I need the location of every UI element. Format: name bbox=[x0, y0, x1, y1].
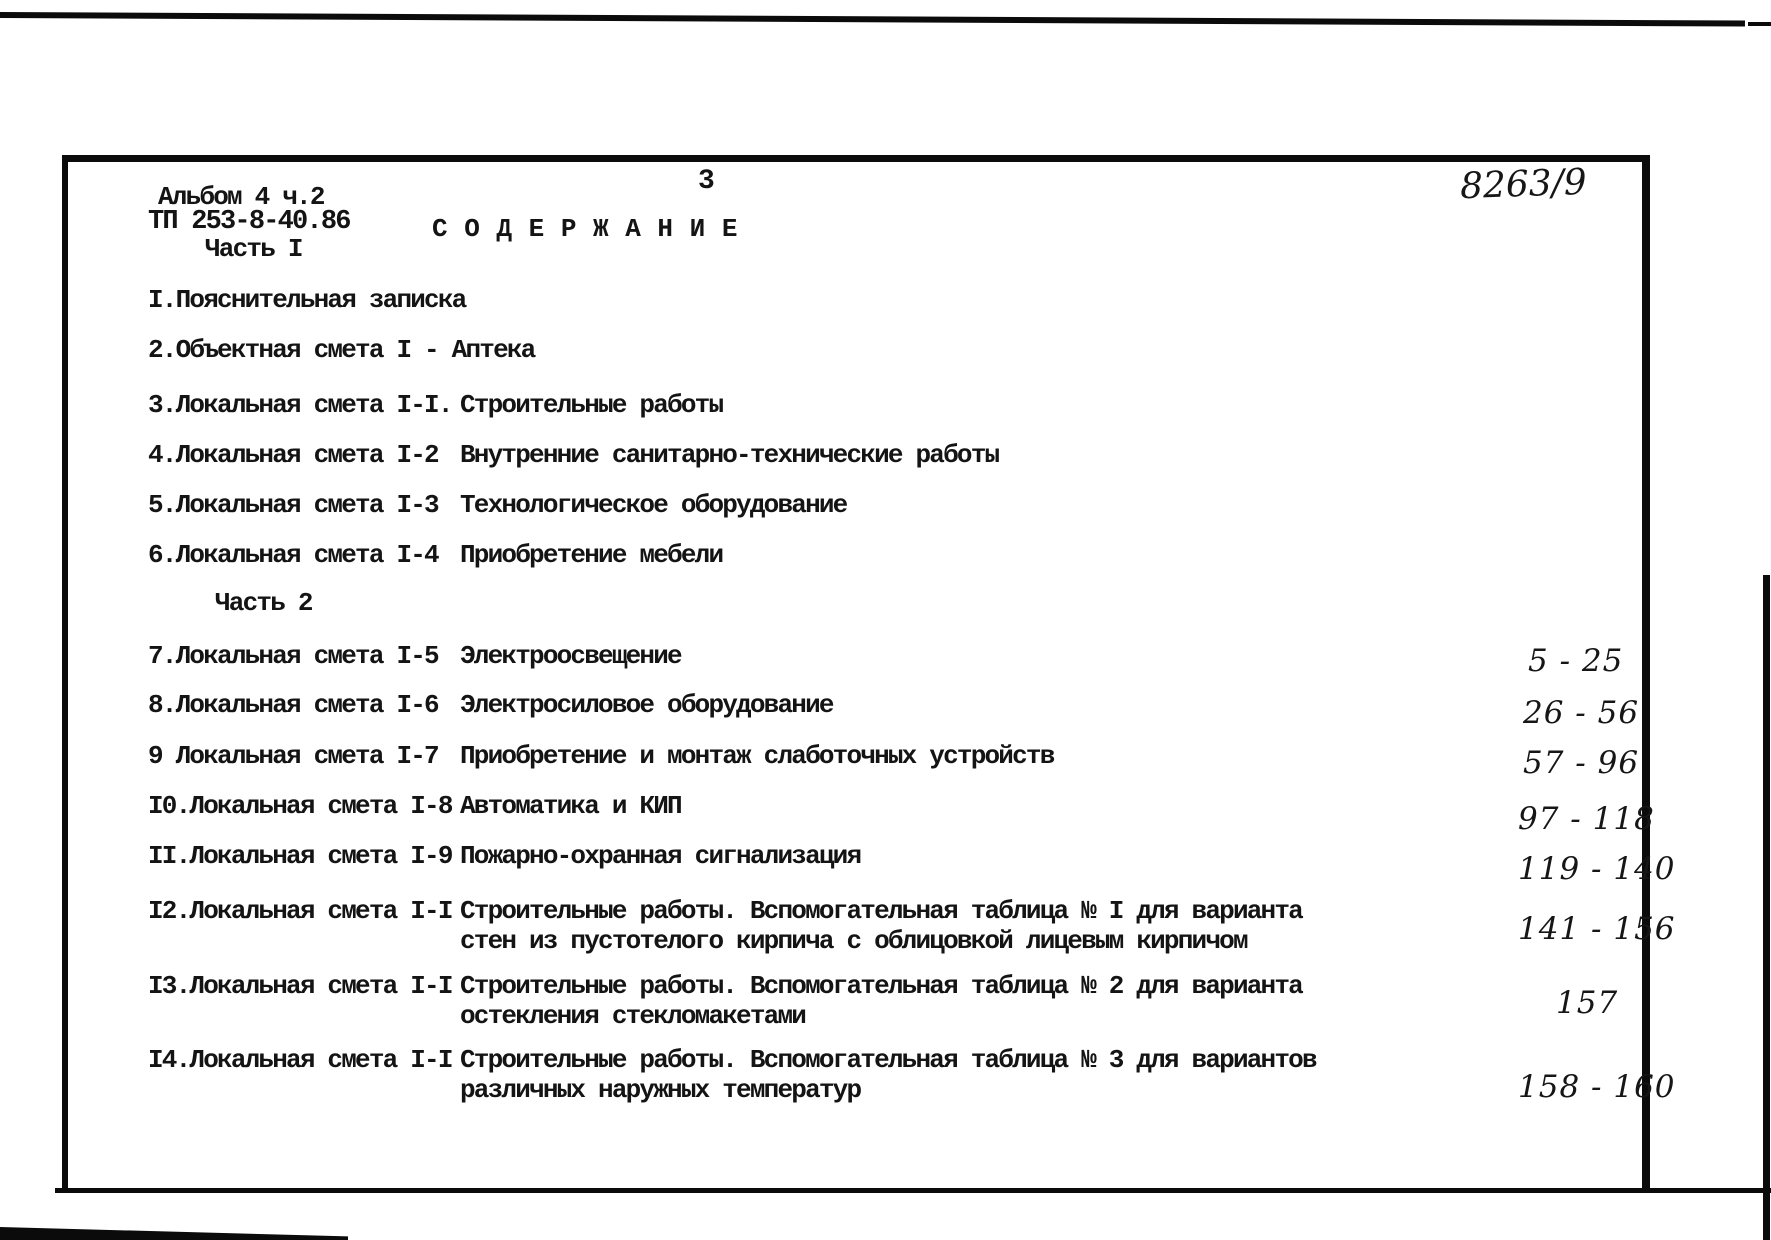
scan-artifact-bottom-wedge bbox=[0, 1227, 348, 1240]
page-range: 158 - 160 bbox=[1518, 1069, 1676, 1105]
toc-item-label: I3.Локальная смета I-I bbox=[148, 971, 452, 1001]
toc-item-label: 3.Локальная смета I-I. bbox=[148, 390, 452, 420]
toc-item-3 bbox=[0, 390, 1771, 424]
toc-item-label: 8.Локальная смета I-6 bbox=[148, 690, 438, 720]
toc-item-desc: Приобретение мебели bbox=[460, 540, 723, 570]
toc-item-desc: Строительные работы. Вспомогательная таблица № 3 для вариантов bbox=[460, 1045, 1316, 1075]
toc-item-label: I.Пояснительная записка bbox=[148, 285, 466, 315]
page-range: 141 - 156 bbox=[1518, 911, 1676, 947]
toc-item-7 bbox=[0, 641, 1771, 679]
toc-item-label: 7.Локальная смета I-5 bbox=[148, 641, 438, 671]
toc-item-label: I2.Локальная смета I-I bbox=[148, 896, 452, 926]
toc-item-label: I0.Локальная смета I-8 bbox=[148, 791, 452, 821]
page-range: 57 - 96 bbox=[1523, 745, 1640, 781]
toc-item-14 bbox=[0, 1045, 1771, 1109]
toc-item-desc: Автоматика и КИП bbox=[460, 791, 681, 821]
toc-item-label: 2.Объектная смета I - Аптека bbox=[148, 335, 535, 365]
toc-item-11 bbox=[0, 841, 1771, 887]
toc-item-12 bbox=[0, 896, 1771, 960]
toc-item-2 bbox=[0, 335, 1771, 369]
part2-heading: Часть 2 bbox=[215, 588, 312, 618]
toc-item-8 bbox=[0, 690, 1771, 731]
toc-item-label: I4.Локальная смета I-I bbox=[148, 1045, 452, 1075]
toc-item-label: 5.Локальная смета I-3 bbox=[148, 490, 438, 520]
toc-item-5 bbox=[0, 490, 1771, 524]
toc-item-desc: Пожарно-охранная сигнализация bbox=[460, 841, 861, 871]
album-label: Альбом 4 ч.2 bbox=[158, 182, 324, 212]
page-range: 157 bbox=[1556, 985, 1619, 1021]
toc-item-desc-line2: остекления стекломакетами bbox=[460, 1001, 806, 1031]
toc-item-13 bbox=[0, 971, 1771, 1035]
sheet-number: 3 bbox=[698, 166, 714, 197]
toc-item-desc: Электросиловое оборудование bbox=[460, 690, 833, 720]
toc-item-label: 4.Локальная смета I-2 bbox=[148, 440, 438, 470]
page-range: 26 - 56 bbox=[1523, 695, 1640, 731]
toc-item-label: 6.Локальная смета I-4 bbox=[148, 540, 438, 570]
toc-item-1 bbox=[0, 285, 1771, 319]
page-range: 5 - 25 bbox=[1528, 643, 1624, 679]
scan-artifact-top-dash bbox=[1748, 22, 1771, 26]
page-title: С О Д Е Р Ж А Н И Е bbox=[432, 214, 738, 244]
toc-item-desc-line2: стен из пустотелого кирпича с облицовкой лицевым кирпичом bbox=[460, 926, 1247, 956]
toc-item-4 bbox=[0, 440, 1771, 474]
toc-item-label: 9 Локальная смета I-7 bbox=[148, 741, 438, 771]
toc-item-desc: Строительные работы bbox=[460, 390, 723, 420]
part1-heading: Часть I bbox=[205, 234, 302, 264]
toc-item-desc: Приобретение и монтаж слаботочных устройств bbox=[460, 741, 1054, 771]
toc-item-6 bbox=[0, 540, 1771, 574]
toc-item-label: II.Локальная смета I-9 bbox=[148, 841, 452, 871]
toc-item-desc: Электроосвещение bbox=[460, 641, 681, 671]
toc-item-desc: Строительные работы. Вспомогательная таблица № I для варианта bbox=[460, 896, 1302, 926]
toc-item-10 bbox=[0, 791, 1771, 837]
toc-item-desc: Строительные работы. Вспомогательная таблица № 2 для варианта bbox=[460, 971, 1302, 1001]
toc-item-desc-line2: различных наружных температур bbox=[460, 1075, 861, 1105]
scan-artifact-top-line bbox=[0, 12, 1745, 27]
handwritten-stamp: 8263/9 bbox=[1459, 161, 1588, 208]
page-range: 97 - 118 bbox=[1518, 801, 1655, 837]
series-designation: ТП 253-8-40.86 bbox=[148, 207, 350, 237]
toc-item-desc: Технологическое оборудование bbox=[460, 490, 847, 520]
toc-item-desc: Внутренние санитарно-технические работы bbox=[460, 440, 999, 470]
page-range: 119 - 140 bbox=[1518, 851, 1676, 887]
toc-item-9 bbox=[0, 741, 1771, 781]
